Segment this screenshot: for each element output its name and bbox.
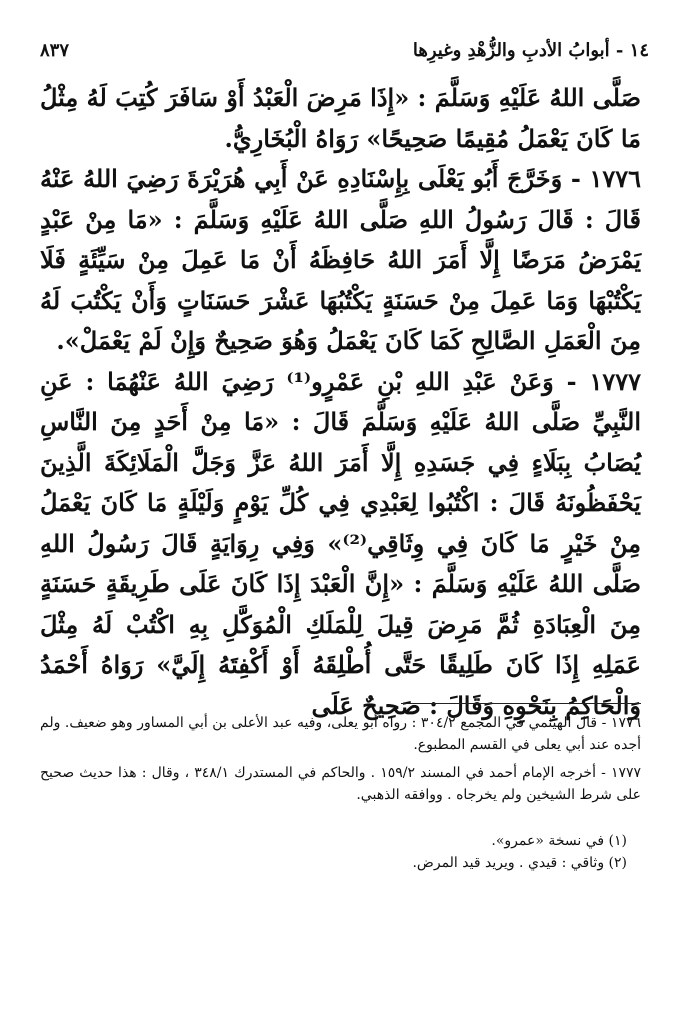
hadith-1777: ١٧٧٧ - وَعَنْ عَبْدِ اللهِ بْنِ عَمْرٍو⁽¹⁾ رَضِيَ اللهُ عَنْهُمَا : عَنِ النَّبِيِّ صَلَّى اللهُ عَلَيْهِ وَسَلَّمَ قَالَ : «مَا مِنْ أَحَدٍ مِنَ النَّاسِ يُصَابُ بِبَلَاءٍ فِي جَسَدِهِ إِلَّا أَمَرَ اللهُ عَزَّ وَجَلَّ الْمَلَائِكَةَ الَّذِينَ يَحْفَظُونَهُ قَالَ : اكْتُبُوا لِعَبْدِي فِي كُلِّ يَوْمٍ وَلَيْلَةٍ مَا كَانَ يَعْمَلُ مِنْ خَيْرٍ مَا كَانَ فِي وِثَاقِي⁽²⁾» وَفِي رِوَايَةٍ قَالَ رَسُولُ اللهِ صَلَّى اللهُ عَلَيْهِ وَسَلَّمَ : «إِنَّ الْعَبْدَ إِذَا كَانَ عَلَى طَرِيقَةٍ حَسَنَةٍ مِنَ الْعِبَادَةِ ثُمَّ مَرِضَ قِيلَ لِلْمَلَكِ الْمُوَكَّلِ بِهِ اكْتُبْ لَهُ مِثْلَ عَمَلِهِ إِذَا كَانَ طَلِيقًا حَتَّى أُطْلِقَهُ أَوْ أَكْفِتَهُ إِلَيَّ» رَوَاهُ أَحْمَدُ وَالْحَاكِمُ بِنَحْوِهِ وَقَالَ : صَحِيحٌ عَلَى (40, 366, 642, 720)
footnote-divider (401, 703, 641, 704)
page-header (40, 36, 649, 64)
running-title: ١٤ - أبوابُ الأدبِ والزُّهْدِ وغيرِها (412, 39, 649, 61)
note-1777: ١٧٧٧ - أخرجه الإمام أحمد في المسند ١٥٩/٢ . والحاكم في المستدرك ٣٤٨/١ ، وقال : هذا حديث صحيح على شرط الشيخين ولم يخرجاه . ووافقه الذهبي. (40, 765, 642, 803)
note-1776: ١٧٧٦ - قال الهيثمي في المجمع ٣٠٤/٢ : رواه أبو يعلى، وفيه عبد الأعلى بن أبي المساور وهو ضعيف. ولم أجده عند أبي يعلى في القسم المطبوع. (40, 715, 641, 753)
footnotes (40, 830, 627, 874)
takhrij-notes (40, 712, 641, 812)
paragraph-continuation: صَلَّى اللهُ عَلَيْهِ وَسَلَّمَ : «إِذَا مَرِضَ الْعَبْدُ أَوْ سَافَرَ كُتِبَ لَهُ مِثْلُ مَا كَانَ يَعْمَلُ مُقِيمًا صَحِيحًا» رَوَاهُ الْبُخَارِيُّ. (40, 83, 641, 153)
hadith-1776: ١٧٧٦ - وَخَرَّجَ أَبُو يَعْلَى بِإِسْنَادِهِ عَنْ أَبِي هُرَيْرَةَ رَضِيَ اللهُ عَنْهُ قَالَ : قَالَ رَسُولُ اللهِ صَلَّى اللهُ عَلَيْهِ وَسَلَّمَ : «مَا مِنْ عَبْدٍ يَمْرَضُ مَرَضًا إِلَّا أَمَرَ اللهُ حَافِظَهُ أَنْ مَا عَمِلَ مِنْ سَيِّئَةٍ فَلَا يَكْتُبْهَا وَمَا عَمِلَ مِنْ حَسَنَةٍ يَكْتُبُهَا عَشْرَ حَسَنَاتٍ وَأَنْ يَكْتُبَ لَهُ مِنَ الْعَمَلِ الصَّالِحِ كَمَا كَانَ يَعْمَلُ وَهُوَ صَحِيحٌ وَإِنْ لَمْ يَعْمَلْ». (40, 164, 642, 355)
footnote-2: (٢) وثاقي : قيدي . ويريد قيد المرض. (412, 855, 627, 871)
footnote-1: (١) في نسخة «عمرو». (491, 833, 627, 849)
page-number: ٨٣٧ (40, 39, 70, 61)
main-text (40, 78, 641, 726)
